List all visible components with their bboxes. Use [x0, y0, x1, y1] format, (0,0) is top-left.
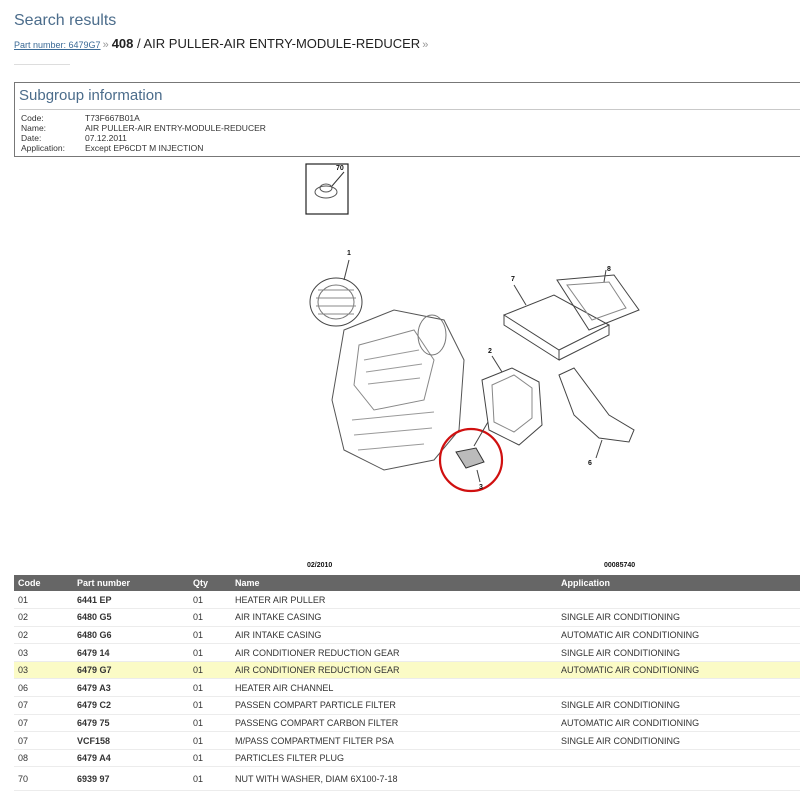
cell-name: AIR INTAKE CASING — [231, 609, 557, 627]
cell-part-number: 6479 A3 — [73, 679, 189, 697]
table-row[interactable] — [14, 714, 800, 732]
cell-application — [557, 749, 800, 767]
cell-code: 01 — [14, 591, 73, 609]
cell-qty: 01 — [189, 749, 231, 767]
subgroup-field-code: Code: T73F667B01A — [21, 113, 140, 123]
cell-part-number: 6479 A4 — [73, 749, 189, 767]
cell-qty: 01 — [189, 644, 231, 662]
diagram-drawing — [14, 160, 800, 575]
cell-code: 02 — [14, 609, 73, 627]
chevron-right-icon: » — [102, 39, 109, 51]
column-header-part-number[interactable]: Part number — [73, 575, 189, 591]
cell-code: 03 — [14, 644, 73, 662]
table-row[interactable] — [14, 749, 800, 767]
cell-qty: 01 — [189, 626, 231, 644]
cell-part-number: 6479 C2 — [73, 697, 189, 715]
page-title: Search results — [14, 12, 117, 29]
cell-qty: 01 — [189, 697, 231, 715]
cell-name: AIR CONDITIONER REDUCTION GEAR — [231, 661, 557, 679]
chevron-right-icon: » — [422, 39, 429, 51]
table-row[interactable] — [14, 609, 800, 627]
cell-name: NUT WITH WASHER, DIAM 6X100-7-18 — [231, 767, 557, 791]
column-header-name[interactable]: Name — [231, 575, 557, 591]
subgroup-field-name: Name: AIR PULLER-AIR ENTRY-MODULE-REDUCER — [21, 123, 266, 133]
heater-air-channel-shape — [559, 368, 634, 442]
cell-code: 07 — [14, 732, 73, 750]
cell-application: AUTOMATIC AIR CONDITIONING — [557, 626, 800, 644]
cell-code: 06 — [14, 679, 73, 697]
callout-3[interactable]: 3 — [479, 484, 483, 491]
cell-name: PASSENG COMPART CARBON FILTER — [231, 714, 557, 732]
reduction-gear-shape — [456, 448, 484, 468]
subgroup-title: Subgroup information — [19, 87, 163, 104]
cell-application: SINGLE AIR CONDITIONING — [557, 644, 800, 662]
cell-qty: 01 — [189, 661, 231, 679]
table-row[interactable] — [14, 697, 800, 715]
cell-part-number: 6939 97 — [73, 767, 189, 791]
cell-qty: 01 — [189, 732, 231, 750]
cell-code: 02 — [14, 626, 73, 644]
cell-part-number: 6479 14 — [73, 644, 189, 662]
diagram-reference: 00085740 — [604, 562, 636, 569]
cabin-filter-shape — [504, 295, 609, 350]
table-row-selected[interactable] — [14, 661, 800, 679]
cell-name: AIR INTAKE CASING — [231, 626, 557, 644]
diagram-date: 02/2010 — [307, 562, 333, 569]
cell-application — [557, 767, 800, 791]
cell-code: 08 — [14, 749, 73, 767]
callout-70[interactable]: 70 — [336, 165, 344, 172]
divider — [19, 109, 800, 110]
cell-application — [557, 591, 800, 609]
callout-8[interactable]: 8 — [607, 266, 611, 273]
cell-part-number: 6441 EP — [73, 591, 189, 609]
cell-code: 07 — [14, 697, 73, 715]
table-row[interactable] — [14, 644, 800, 662]
cell-name: PASSEN COMPART PARTICLE FILTER — [231, 697, 557, 715]
separator: / — [133, 36, 144, 51]
cell-name: AIR CONDITIONER REDUCTION GEAR — [231, 644, 557, 662]
cell-part-number: 6479 G7 — [73, 661, 189, 679]
cell-application: SINGLE AIR CONDITIONING — [557, 609, 800, 627]
table-row[interactable] — [14, 767, 800, 791]
cell-qty: 01 — [189, 591, 231, 609]
table-row[interactable] — [14, 732, 800, 750]
cell-name: HEATER AIR PULLER — [231, 591, 557, 609]
column-header-qty[interactable]: Qty — [189, 575, 231, 591]
cell-part-number: 6480 G5 — [73, 609, 189, 627]
callout-2[interactable]: 2 — [488, 348, 492, 355]
callout-1[interactable]: 1 — [347, 250, 351, 257]
divider — [14, 64, 70, 65]
subgroup-name: AIR PULLER-AIR ENTRY-MODULE-REDUCER — [143, 36, 421, 51]
parts-table — [14, 575, 800, 791]
table-row[interactable] — [14, 626, 800, 644]
breadcrumb — [14, 36, 431, 51]
exploded-parts-diagram[interactable] — [14, 160, 800, 575]
callout-7[interactable]: 7 — [511, 276, 515, 283]
cell-part-number: VCF158 — [73, 732, 189, 750]
table-row[interactable] — [14, 591, 800, 609]
cell-name: HEATER AIR CHANNEL — [231, 679, 557, 697]
cell-application: SINGLE AIR CONDITIONING — [557, 697, 800, 715]
cell-name: PARTICLES FILTER PLUG — [231, 749, 557, 767]
cell-application: SINGLE AIR CONDITIONING — [557, 732, 800, 750]
model-number: 408 — [111, 36, 134, 51]
column-header-application[interactable]: Application — [557, 575, 800, 591]
callout-6[interactable]: 6 — [588, 460, 592, 467]
table-row[interactable] — [14, 679, 800, 697]
cell-application — [557, 679, 800, 697]
cell-part-number: 6479 75 — [73, 714, 189, 732]
subgroup-field-application: Application: Except EP6CDT M INJECTION — [21, 143, 204, 153]
cell-application: AUTOMATIC AIR CONDITIONING — [557, 661, 800, 679]
cell-name: M/PASS COMPARTMENT FILTER PSA — [231, 732, 557, 750]
cell-code: 70 — [14, 767, 73, 791]
air-intake-casing-shape — [482, 368, 542, 445]
table-header-row — [14, 575, 800, 591]
cell-qty: 01 — [189, 714, 231, 732]
subgroup-info-panel — [14, 82, 800, 157]
cell-qty: 01 — [189, 679, 231, 697]
part-number-link[interactable]: Part number: 6479G7 — [14, 40, 101, 50]
subgroup-field-date: Date: 07.12.2011 — [21, 133, 127, 143]
column-header-code[interactable]: Code — [14, 575, 73, 591]
cell-code: 07 — [14, 714, 73, 732]
cell-application: AUTOMATIC AIR CONDITIONING — [557, 714, 800, 732]
cell-qty: 01 — [189, 767, 231, 791]
cell-qty: 01 — [189, 609, 231, 627]
cell-part-number: 6480 G6 — [73, 626, 189, 644]
cell-code: 03 — [14, 661, 73, 679]
